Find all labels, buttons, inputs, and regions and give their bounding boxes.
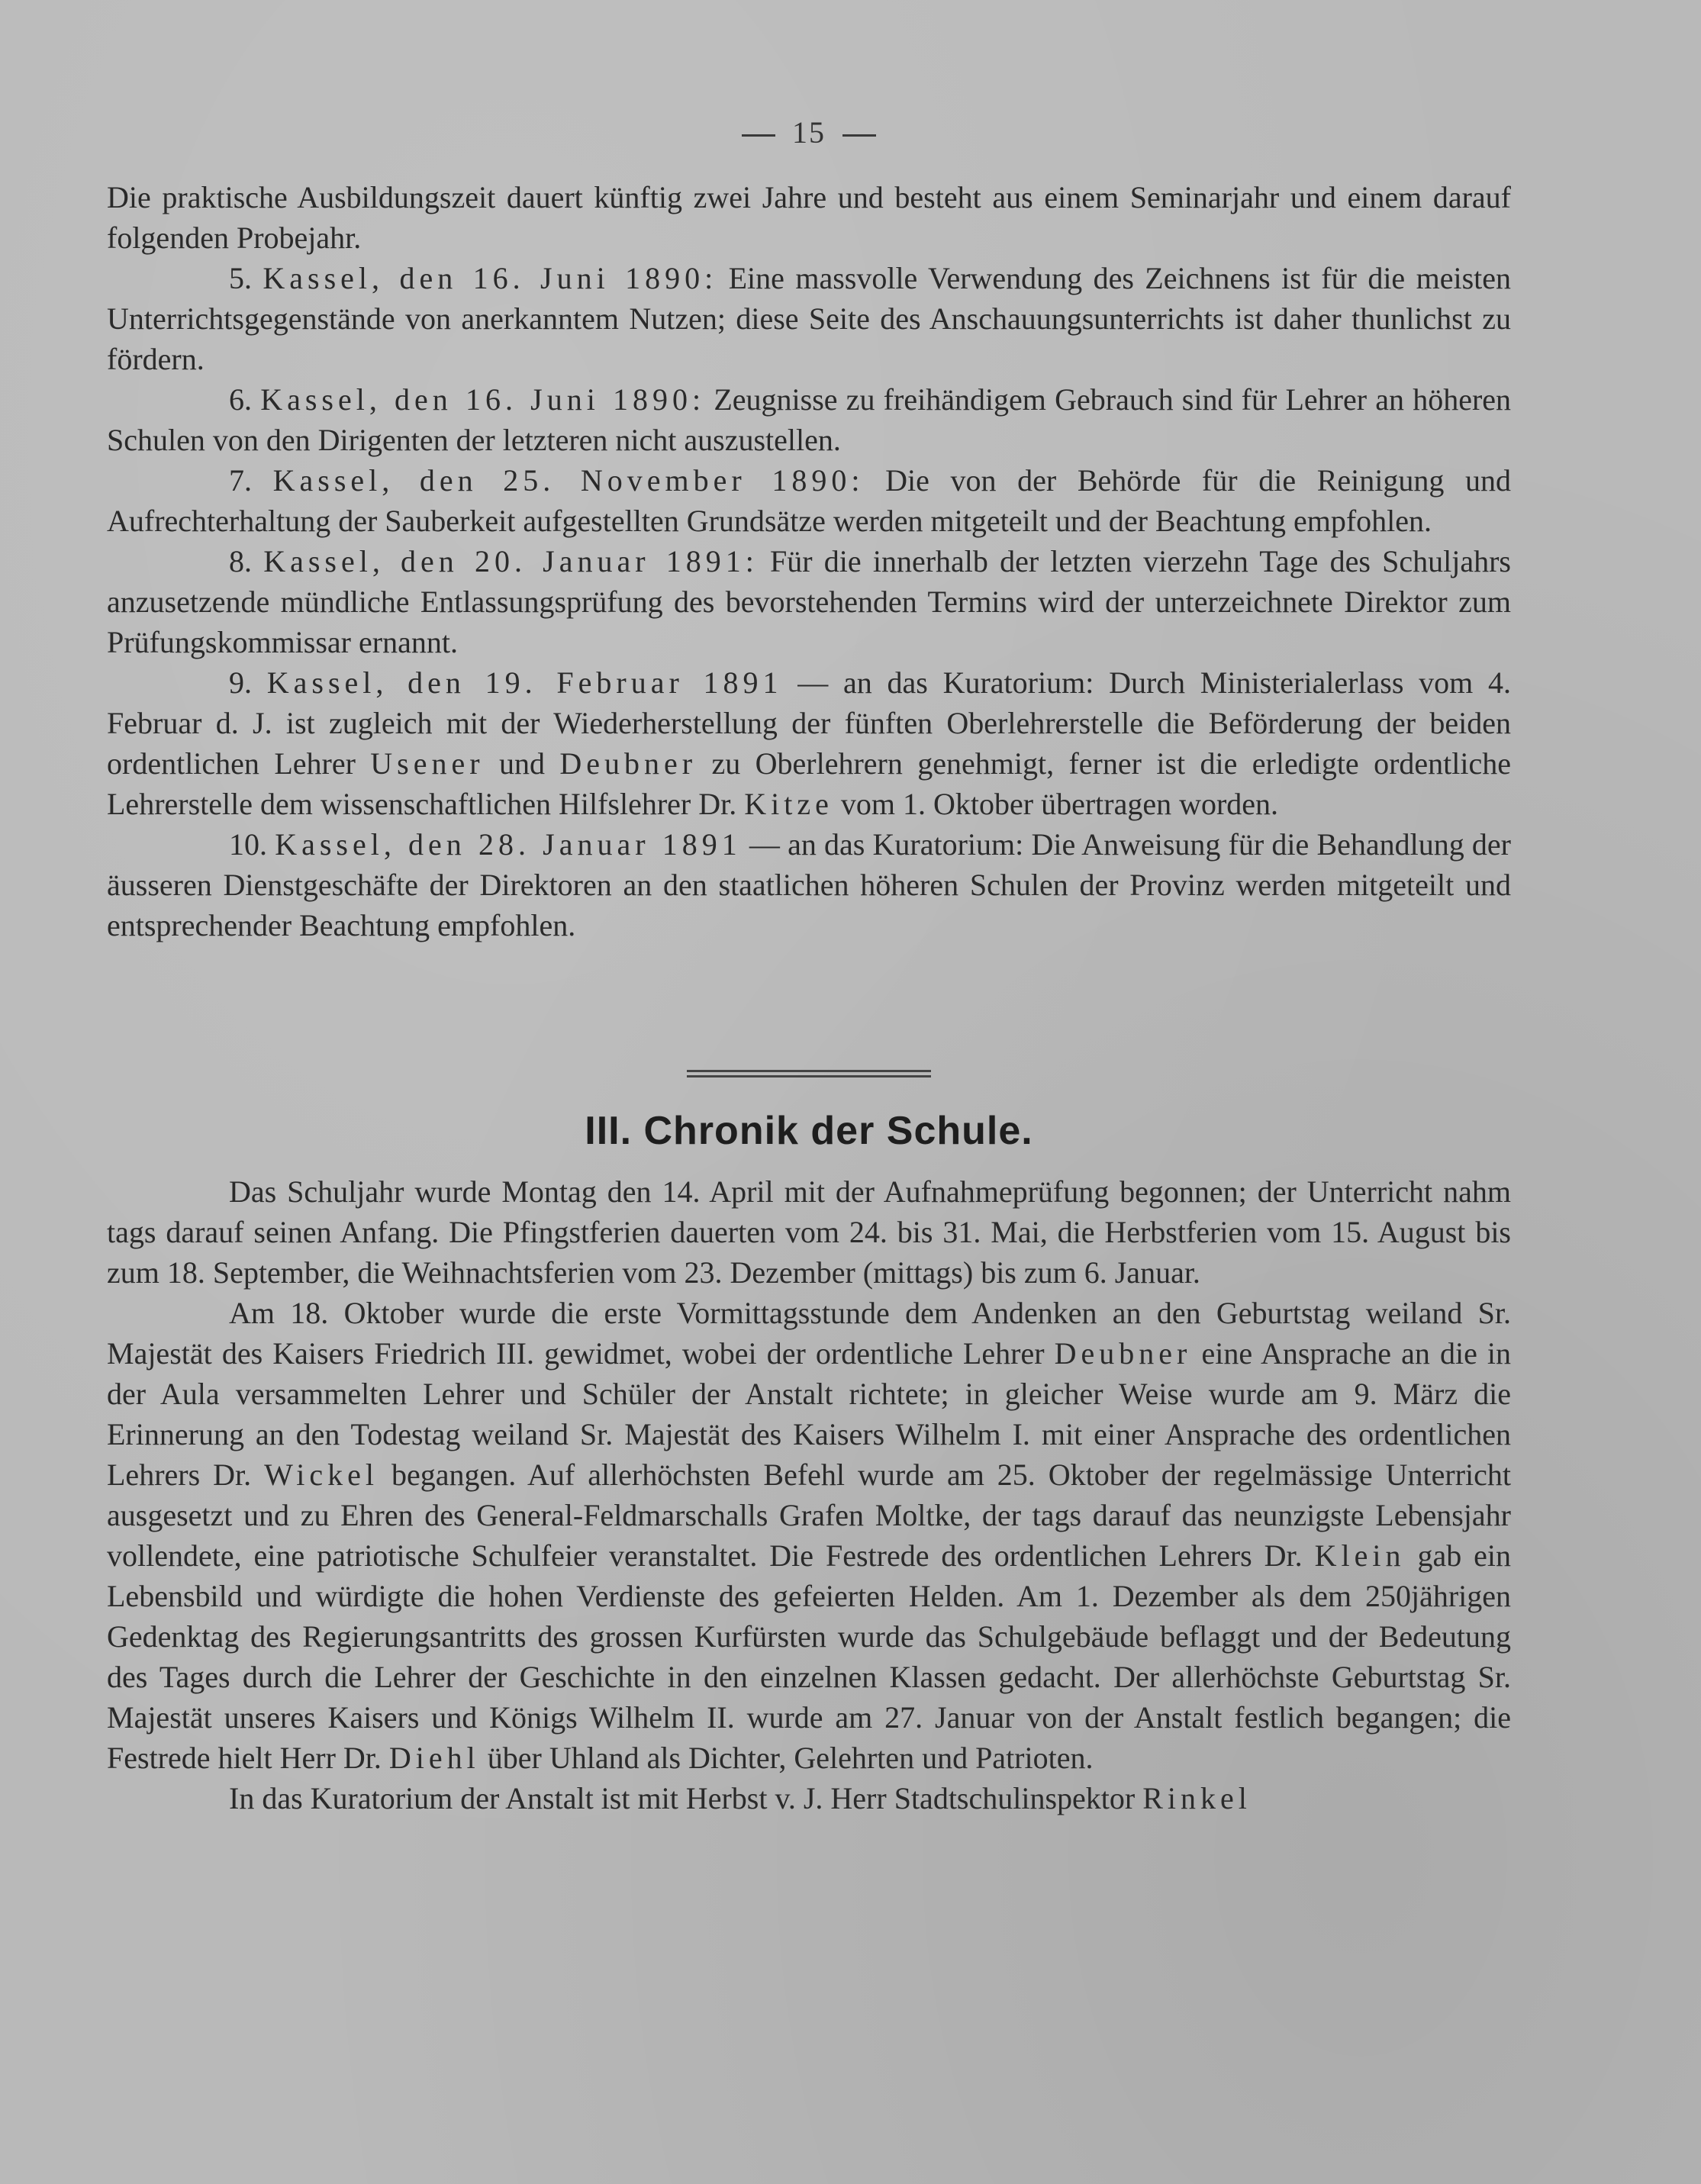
- decree-text: — an das Kuratorium: Die Anweisung für die Behandlung der äusseren Dienstgeschäfte der Direktoren an den staatlichen höheren Schulen der Provinz werden mitgeteilt und entsprechender Beachtung empfohlen.: [107, 827, 1512, 942]
- decree-item-5: [107, 258, 1511, 379]
- person-name: Kitze: [744, 787, 833, 821]
- dash-right: [842, 134, 876, 137]
- person-name: Klein: [1314, 1538, 1406, 1573]
- decree-text: Zeugnisse zu freihändigem Gebrauch sind für Lehrer an höheren Schulen von den Dirigenten der letzteren nicht auszustellen.: [107, 382, 1512, 457]
- decree-item-6: [107, 379, 1511, 460]
- person-name: Wickel: [264, 1458, 379, 1492]
- decree-text: — an das Kuratorium: Durch Ministerialerlass vom 4. Februar d. J. ist zugleich mit der Wiederherstellung der fünften Oberlehrerstelle die Beförderung der beiden ordentlichen Lehrer: [107, 665, 1511, 781]
- chronik-paragraph-3: [107, 1778, 1511, 1818]
- chronik-text: In das Kuratorium der Anstalt ist mit Herbst v. J. Herr Stadtschulinspektor: [229, 1781, 1136, 1815]
- decrees-intro: Die praktische Ausbildungszeit dauert künftig zwei Jahre und besteht aus einem Seminarjahr und einem darauf folgenden Probejahr.: [107, 180, 1511, 255]
- chronik-section: [107, 1171, 1511, 1818]
- chronik-text: gab ein Lebensbild und würdigte die hohen Verdienste des gefeierten Helden. Am 1. Dezember als dem 250jährigen Gedenktag des Regierungsantritts des grossen Kurfürsten wurde das Schulgebäude beflaggt und der Bedeutung des Tages durch die Lehrer der Geschichte in den einzelnen Klassen gedacht. Der allerhöchste Geburtstag Sr. Majestät unseres Kaisers und Königs Wilhelm II. wurde am 27. Januar von der Anstalt festlich begangen; die Festrede hielt Herr Dr.: [107, 1538, 1512, 1775]
- chronik-text: begangen. Auf allerhöchsten Befehl wurde am 25. Oktober der regelmässige Unterricht ausgesetzt und zu Ehren des General-Feldmarschalls Grafen Moltke, der tags darauf das neunzigste Lebensjahr vollendete, eine patriotische Schulfeier veranstaltet. Die Festrede des ordentlichen Lehrers Dr.: [107, 1458, 1512, 1573]
- section-divider: [687, 1070, 931, 1078]
- person-name: Rinkel: [1142, 1781, 1252, 1815]
- decree-text: vom 1. Oktober übertragen worden.: [840, 787, 1279, 821]
- decree-item-7: [107, 460, 1511, 541]
- decree-number: 7.: [229, 463, 252, 498]
- decree-number: 10.: [229, 827, 267, 862]
- chronik-text: eine Ansprache an die in der Aula versammelten Lehrer und Schüler der Anstalt richtete; in gleicher Weise wurde am 9. März die Erinnerung an den Todestag weiland Sr. Majestät des Kaisers Wilhelm I. mit einer Ansprache des ordentlichen Lehrers Dr.: [107, 1336, 1512, 1492]
- decree-number: 5.: [229, 261, 252, 295]
- chronik-paragraph-1: Das Schuljahr wurde Montag den 14. April mit der Aufnahmeprüfung begonnen; der Unterricht nahm tags darauf seinen Anfang. Die Pfingstferien dauerten vom 24. bis 31. Mai, die Herbstferien vom 15. August bis zum 18. September, die Weihnachtsferien vom 23. Dezember (mittags) bis zum 6. Januar.: [107, 1174, 1511, 1290]
- dash-left: [742, 134, 775, 137]
- decree-text: Eine massvolle Verwendung des Zeichnens ist für die meisten Unterrichtsgegenstände von anerkanntem Nutzen; diese Seite des Anschauungsunterrichts ist daher thunlichst zu fördern.: [107, 261, 1512, 376]
- decree-text: Die von der Behörde für die Reinigung und Aufrechterhaltung der Sauberkeit aufgestellten Grundsätze werden mitgeteilt und der Beachtung empfohlen.: [107, 463, 1512, 538]
- decree-text: und: [498, 746, 545, 781]
- page-number: [107, 114, 1511, 150]
- person-name: Diehl: [388, 1741, 480, 1775]
- person-name: Deubner: [1054, 1336, 1192, 1371]
- chronik-text: über Uhland als Dichter, Gelehrten und Patrioten.: [487, 1741, 1094, 1775]
- decree-number: 8.: [229, 544, 252, 578]
- decree-header: Kassel, den 28. Januar 1891: [275, 827, 742, 862]
- chronik-text: Am 18. Oktober wurde die erste Vormittagsstunde dem Andenken an den Geburtstag weiland Sr. Majestät des Kaisers Friedrich III. gewidmet, wobei der ordentliche Lehrer: [107, 1296, 1511, 1371]
- chronik-paragraph-2: [107, 1293, 1511, 1778]
- person-name: Deubner: [559, 746, 697, 781]
- decree-header: Kassel, den 16. Juni 1890:: [263, 261, 718, 295]
- decree-text: zu Oberlehrern genehmigt, ferner ist die erledigte ordentliche Lehrerstelle dem wissenschaftlichen Hilfslehrer Dr.: [107, 746, 1511, 821]
- section-title: III. Chronik der Schule.: [585, 1109, 1033, 1153]
- decree-header: Kassel, den 19. Februar 1891: [266, 665, 783, 700]
- person-name: Usener: [370, 746, 485, 781]
- decree-number: 6.: [229, 382, 252, 417]
- decree-header: Kassel, den 20. Januar 1891:: [263, 544, 759, 578]
- document-page: [107, 107, 1511, 2121]
- decree-item-9: [107, 662, 1511, 824]
- decree-number: 9.: [229, 665, 252, 700]
- decrees-section: [107, 177, 1511, 945]
- decree-header: Kassel, den 16. Juni 1890:: [260, 382, 706, 417]
- decree-text: Für die innerhalb der letzten vierzehn Tage des Schuljahrs anzusetzende mündliche Entlassungsprüfung des bevorstehenden Termins wird der unterzeichnete Direktor zum Prüfungskommissar ernannt.: [107, 544, 1511, 659]
- page-number-value: 15: [792, 115, 826, 150]
- decree-item-10: [107, 824, 1511, 945]
- decree-header: Kassel, den 25. November 1890:: [272, 463, 865, 498]
- decree-item-8: [107, 541, 1511, 662]
